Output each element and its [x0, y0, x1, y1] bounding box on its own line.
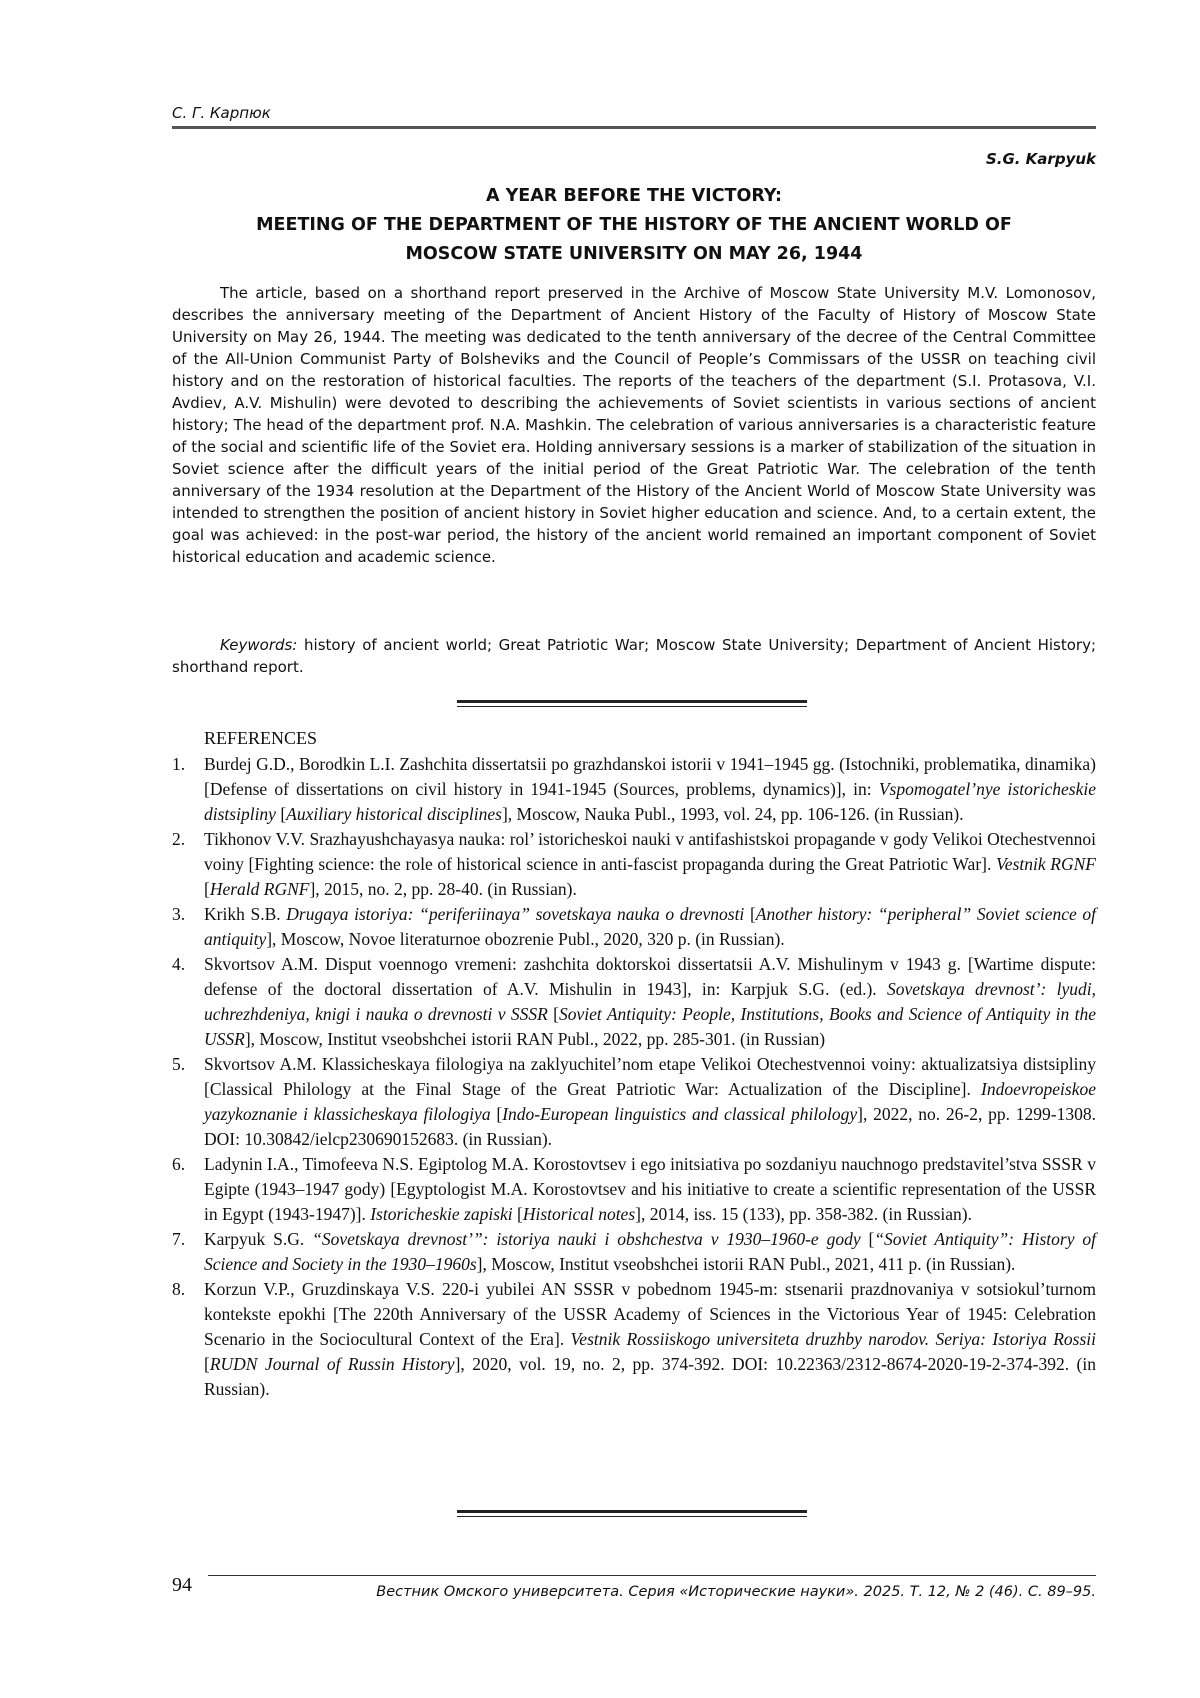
- running-head: С. Г. Карпюк: [172, 104, 271, 122]
- reference-italic: RUDN Journal of Russin History: [209, 1354, 455, 1374]
- journal-citation: Вестник Омского университета. Серия «Исторические науки». 2025. Т. 12, № 2 (46). С. 89–95.: [376, 1584, 1096, 1600]
- reference-text: ], Moscow, Novoe literaturnoe obozrenie Publ., 2020, 320 p. (in Russian).: [266, 929, 785, 949]
- reference-item: [172, 827, 1096, 902]
- reference-italic: Historical notes: [522, 1204, 636, 1224]
- keywords-label: Keywords:: [220, 636, 298, 654]
- reference-number: 2.: [172, 829, 186, 849]
- author-name: S.G. Karpyuk: [985, 150, 1096, 168]
- reference-text: ], Moscow, Institut vseobshchei istorii RAN Publ., 2022, pp. 285-301. (in Russian): [244, 1029, 826, 1049]
- reference-italic: Vestnik Rossiiskogo universiteta druzhby narodov. Seriya: Istoriya Rossii: [570, 1329, 1097, 1349]
- reference-item: [172, 902, 1096, 952]
- reference-text: ], Moscow, Nauka Publ., 1993, vol. 24, pp. 106-126. (in Russian).: [501, 804, 964, 824]
- reference-number: 8.: [172, 1279, 186, 1299]
- reference-text: ], 2014, iss. 15 (133), pp. 358-382. (in Russian).: [635, 1204, 972, 1224]
- reference-number: 3.: [172, 904, 186, 924]
- reference-text: Korzun V.P., Gruzdinskaya V.S. 220-i yubilei AN SSSR v pobednom 1945-m: stsenarii prazdnovaniya v sotsiokul’turnom kontekste epokhi [The 220th Anniversary of the USSR Academy of Sciences in the Victorious Year of 1945: Celebration Scenario in the Sociocultural Context of the Era].: [204, 1279, 1096, 1349]
- reference-text: [: [204, 879, 210, 899]
- reference-italic: Indoevropeiskoe yazykoznanie i klassicheskaya filologiya: [204, 1079, 1096, 1124]
- reference-item: [172, 1152, 1096, 1227]
- reference-text: [: [204, 1354, 210, 1374]
- reference-italic: Drugaya istoriya: “periferiinaya” sovetskaya nauka o drevnosti: [286, 904, 745, 924]
- reference-number: 5.: [172, 1054, 186, 1074]
- article-title: [172, 182, 1096, 269]
- reference-number: 7.: [172, 1229, 186, 1249]
- reference-italic: Istoricheskie zapiski: [370, 1204, 513, 1224]
- reference-text: ], 2020, vol. 19, no. 2, pp. 374-392. DOI: 10.22363/2312-8674-2020-19-2-374-392. (in Russian).: [204, 1354, 1096, 1399]
- title-line-1: A YEAR BEFORE THE VICTORY:: [485, 186, 783, 206]
- reference-item: [172, 1277, 1096, 1402]
- reference-item: [172, 1227, 1096, 1277]
- reference-text: Ladynin I.A., Timofeeva N.S. Egiptolog M.A. Korostovtsev i ego initsiativa po sozdaniyu nauchnogo predstavitel’stva SSSR v Egipte (1943–1947 gody) [Egyptologist M.A. Korostovtsev and his initiative to create a scientific representation of the USSR in Egypt (1943-1947)].: [204, 1154, 1096, 1224]
- reference-italic: Auxiliary historical disciplines: [286, 804, 502, 824]
- reference-text: Skvortsov A.M. Disput voennogo vremeni: zashchita doktorskoi dissertatsii A.V. Mishulinym v 1943 g. [Wartime dispute: defense of the doctoral dissertation of A.V. Mishulin in 1943], in: Karpjuk S.G. (ed.).: [204, 954, 1096, 999]
- reference-italic: “Sovetskaya drevnost’”: istoriya nauki i obshchestva v 1930–1960-e gody: [312, 1229, 861, 1249]
- reference-text: [: [744, 904, 756, 924]
- title-line-2: MEETING OF THE DEPARTMENT OF THE HISTORY OF THE ANCIENT WORLD OF: [256, 215, 1012, 235]
- keywords: [172, 634, 1096, 678]
- reference-text: [: [860, 1229, 875, 1249]
- reference-item: [172, 952, 1096, 1052]
- reference-text: [: [490, 1104, 503, 1124]
- reference-number: 4.: [172, 954, 186, 974]
- abstract: The article, based on a shorthand report preserved in the Archive of Moscow State University M.V. Lomonosov, describes the anniversary meeting of the Department of Ancient History of the Faculty of History of Moscow State University on May 26, 1944. The meeting was dedicated to the tenth anniversary of the decree of the Central Committee of the All-Union Communist Party of Bolsheviks and the Council of People’s Commissars of the USSR on teaching civil history and on the restoration of historical faculties. The reports of the teachers of the department (S.I. Protasova, V.I. Avdiev, A.V. Mishulin) were devoted to describing the achievements of Soviet scientists in various sections of ancient history; The head of the department prof. N.A. Mashkin. The celebration of various anniversaries is a characteristic feature of the social and scientific life of the Soviet era. Holding anniversary sessions is a marker of stabilization of the situation in Soviet science after the difficult years of the initial period of the Great Patriotic War. The celebration of the tenth anniversary of the 1934 resolution at the Department of the History of the Ancient World of Moscow State University was intended to strengthen the position of ancient history in Soviet higher education and science. And, to a certain extent, the goal was achieved: in the post-war period, the history of the ancient world remained an important component of Soviet historical education and academic science.: [172, 284, 1096, 566]
- reference-item: [172, 752, 1096, 827]
- reference-text: ], 2015, no. 2, pp. 28-40. (in Russian).: [309, 879, 577, 899]
- keywords-text: history of ancient world; Great Patriotic War; Moscow State University; Department of Ancient History; shorthand report.: [172, 636, 1096, 676]
- reference-number: 1.: [172, 754, 186, 774]
- end-separator: [457, 1510, 807, 1517]
- reference-text: Tikhonov V.V. Srazhayushchayasya nauka: rol’ istoricheskoi nauki v antifashistskoi propagande v gody Velikoi Otechestvennoi voiny [Fighting science: the role of historical science in anti-fascist propaganda during the Great Patriotic War].: [204, 829, 1096, 874]
- references-heading: REFERENCES: [204, 728, 318, 748]
- footer-rule: [208, 1575, 1096, 1576]
- reference-item: [172, 1052, 1096, 1152]
- reference-italic: Herald RGNF: [209, 879, 310, 899]
- reference-italic: Indo-European linguistics and classical philology: [502, 1104, 858, 1124]
- reference-italic: Vestnik RGNF: [996, 854, 1096, 874]
- section-separator: [457, 700, 807, 707]
- reference-text: Krikh S.B.: [204, 904, 287, 924]
- reference-text: ], 2022, no. 26-2, pp. 1299-1308. DOI: 10.30842/ielcp230690152683. (in Russian).: [204, 1104, 1097, 1149]
- references-list: [172, 752, 1096, 1402]
- header-rule: [172, 126, 1096, 129]
- reference-text: [: [275, 804, 287, 824]
- reference-italic: “Soviet Antiquity”: History of Science and Society in the 1930–1960s: [204, 1229, 1096, 1274]
- reference-italic: Another history: “peripheral” Soviet science of antiquity: [204, 904, 1097, 949]
- reference-italic: Vspomogatel’nye istoricheskie distsipliny: [204, 779, 1096, 824]
- reference-text: Karpyuk S.G.: [204, 1229, 313, 1249]
- reference-text: [: [547, 1004, 560, 1024]
- reference-text: Skvortsov A.M. Klassicheskaya filologiya na zaklyuchitel’nom etape Velikoi Otechestvennoi voiny: aktualizatsiya distsipliny [Classical Philology at the Final Stage of the Great Patriotic War: Actualization of the Discipline].: [204, 1054, 1096, 1099]
- title-line-3: MOSCOW STATE UNIVERSITY ON MAY 26, 1944: [405, 244, 863, 264]
- page-number: 94: [172, 1574, 192, 1596]
- reference-text: ], Moscow, Institut vseobshchei istorii RAN Publ., 2021, 411 p. (in Russian).: [476, 1254, 1016, 1274]
- reference-italic: Soviet Antiquity: People, Institutions, Books and Science of Antiquity in the USSR: [204, 1004, 1096, 1049]
- reference-number: 6.: [172, 1154, 186, 1174]
- reference-text: Burdej G.D., Borodkin L.I. Zashchita dissertatsii po grazhdanskoi istorii v 1941–1945 gg. (Istochniki, problematika, dinamika) [Defense of dissertations on civil history in 1941-1945 (Sources, problems, dynamics)], in:: [204, 754, 1096, 799]
- reference-italic: Sovetskaya drevnost’: lyudi, uchrezhdeniya, knigi i nauka o drevnosti v SSSR: [204, 979, 1096, 1024]
- reference-text: [: [512, 1204, 523, 1224]
